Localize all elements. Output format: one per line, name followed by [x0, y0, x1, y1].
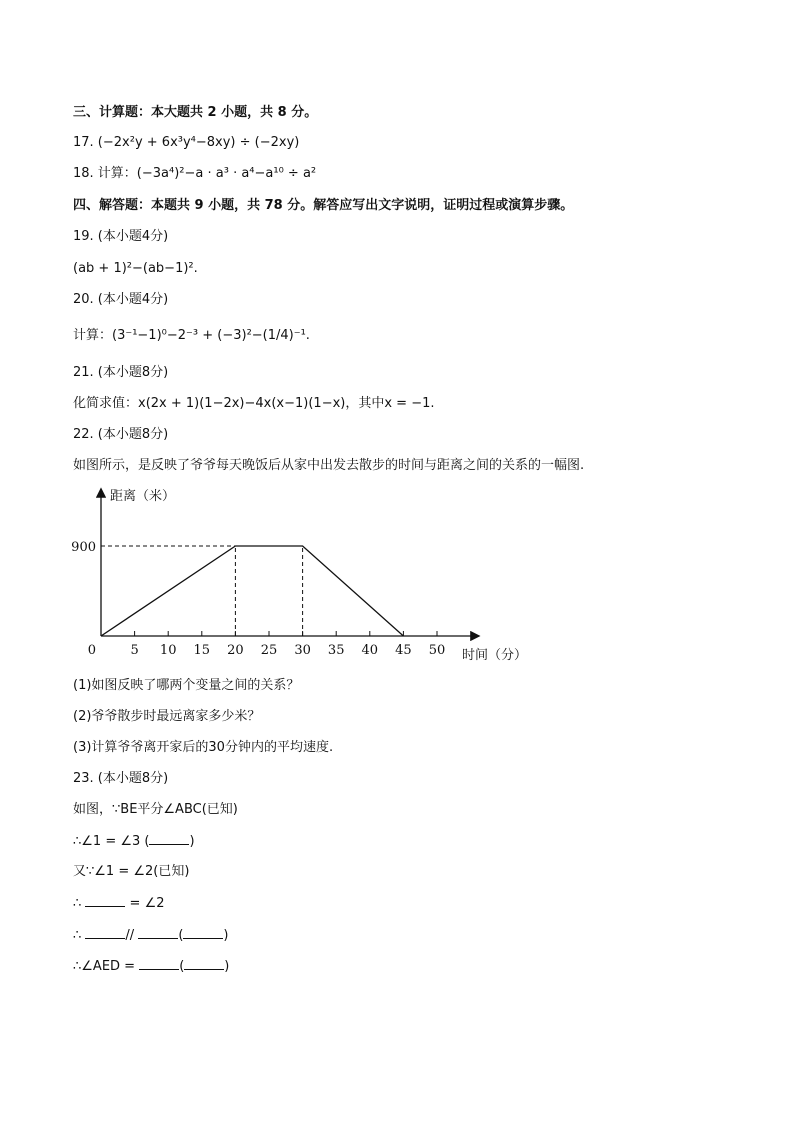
question-21-body: 化简求值：x(2x + 1)(1−2x)−4x(x−1)(1−x)，其中x = −1. [73, 396, 435, 411]
question-23-header: 23. (本小题8分) [73, 771, 169, 786]
x-axis-label: 时间（分） [462, 648, 528, 663]
question-20-body: 计算：(3⁻¹−1)⁰−2⁻³ + (−3)²−(1/4)⁻¹. [73, 328, 310, 343]
x-tick-label-15: 15 [193, 643, 211, 658]
answer-blank[interactable] [85, 926, 125, 939]
distance-time-graph [70, 484, 550, 669]
answer-blank[interactable] [184, 957, 224, 970]
answer-blank[interactable] [85, 894, 125, 907]
x-tick-label-25: 25 [260, 643, 278, 658]
x-tick-label-50: 50 [428, 643, 446, 658]
q23-line4-prefix: ∴ [73, 896, 86, 911]
question-23-line5 [73, 926, 228, 945]
section3-heading: 三、计算题：本大题共 2 小题，共 8 分。 [73, 105, 318, 120]
x-tick-label-35: 35 [327, 643, 345, 658]
answer-blank[interactable] [138, 926, 178, 939]
y-tick-label-900: 900 [71, 540, 96, 555]
series-line-distance [101, 546, 403, 636]
question-17: 17. (−2x²y + 6x³y⁴−8xy) ÷ (−2xy) [73, 135, 300, 150]
q23-line5-prefix: ∴ [73, 928, 86, 943]
x-tick-label-40: 40 [361, 643, 379, 658]
question-20-header: 20. (本小题4分) [73, 292, 169, 307]
question-19-body: (ab + 1)²−(ab−1)². [73, 261, 198, 276]
q23-line5-open: ( [178, 928, 184, 943]
question-22-sub3: (3)计算爷爷离开家后的30分钟内的平均速度. [73, 740, 334, 755]
answer-blank[interactable] [149, 832, 189, 845]
q23-line6-open: ( [179, 959, 185, 974]
q23-line2-text: ∴∠1 = ∠3 ( [73, 834, 150, 849]
q23-line5-close: ) [223, 928, 229, 943]
x-tick-label-0: 0 [87, 643, 96, 658]
question-21-header: 21. (本小题8分) [73, 365, 169, 380]
q23-line5-parallel: // [125, 928, 139, 943]
question-23-line2 [73, 832, 195, 851]
q23-line6-prefix: ∴∠AED = [73, 959, 140, 974]
question-23-line1: 如图，∵BE平分∠ABC(已知) [73, 802, 238, 817]
section4-heading: 四、解答题：本题共 9 小题，共 78 分。解答应写出文字说明，证明过程或演算步骤。 [73, 198, 574, 213]
question-23-line3: 又∵∠1 = ∠2(已知) [73, 864, 190, 879]
answer-blank[interactable] [183, 926, 223, 939]
q23-line4-suffix: = ∠2 [125, 896, 165, 911]
question-18: 18. 计算：(−3a⁴)²−a · a³ · a⁴−a¹⁰ ÷ a² [73, 166, 317, 181]
q23-line2-close: ) [189, 834, 195, 849]
question-23-line4 [73, 894, 165, 913]
question-19-header: 19. (本小题4分) [73, 229, 169, 244]
question-23-line6 [73, 957, 229, 976]
y-axis-label: 距离（米） [110, 489, 176, 504]
question-22-sub1: (1)如图反映了哪两个变量之间的关系？ [73, 678, 300, 693]
x-tick-label-10: 10 [159, 643, 177, 658]
x-tick-label-45: 45 [395, 643, 412, 658]
q23-line6-close: ) [224, 959, 230, 974]
question-22-intro: 如图所示，是反映了爷爷每天晚饭后从家中出发去散步的时间与距离之间的关系的一幅图. [73, 458, 585, 473]
x-tick-label-5: 5 [130, 643, 139, 658]
x-tick-label-20: 20 [227, 643, 244, 658]
answer-blank[interactable] [139, 957, 179, 970]
x-tick-label-30: 30 [294, 643, 311, 658]
question-22-header: 22. (本小题8分) [73, 427, 169, 442]
question-22-sub2: (2)爷爷散步时最远离家多少米？ [73, 709, 261, 724]
